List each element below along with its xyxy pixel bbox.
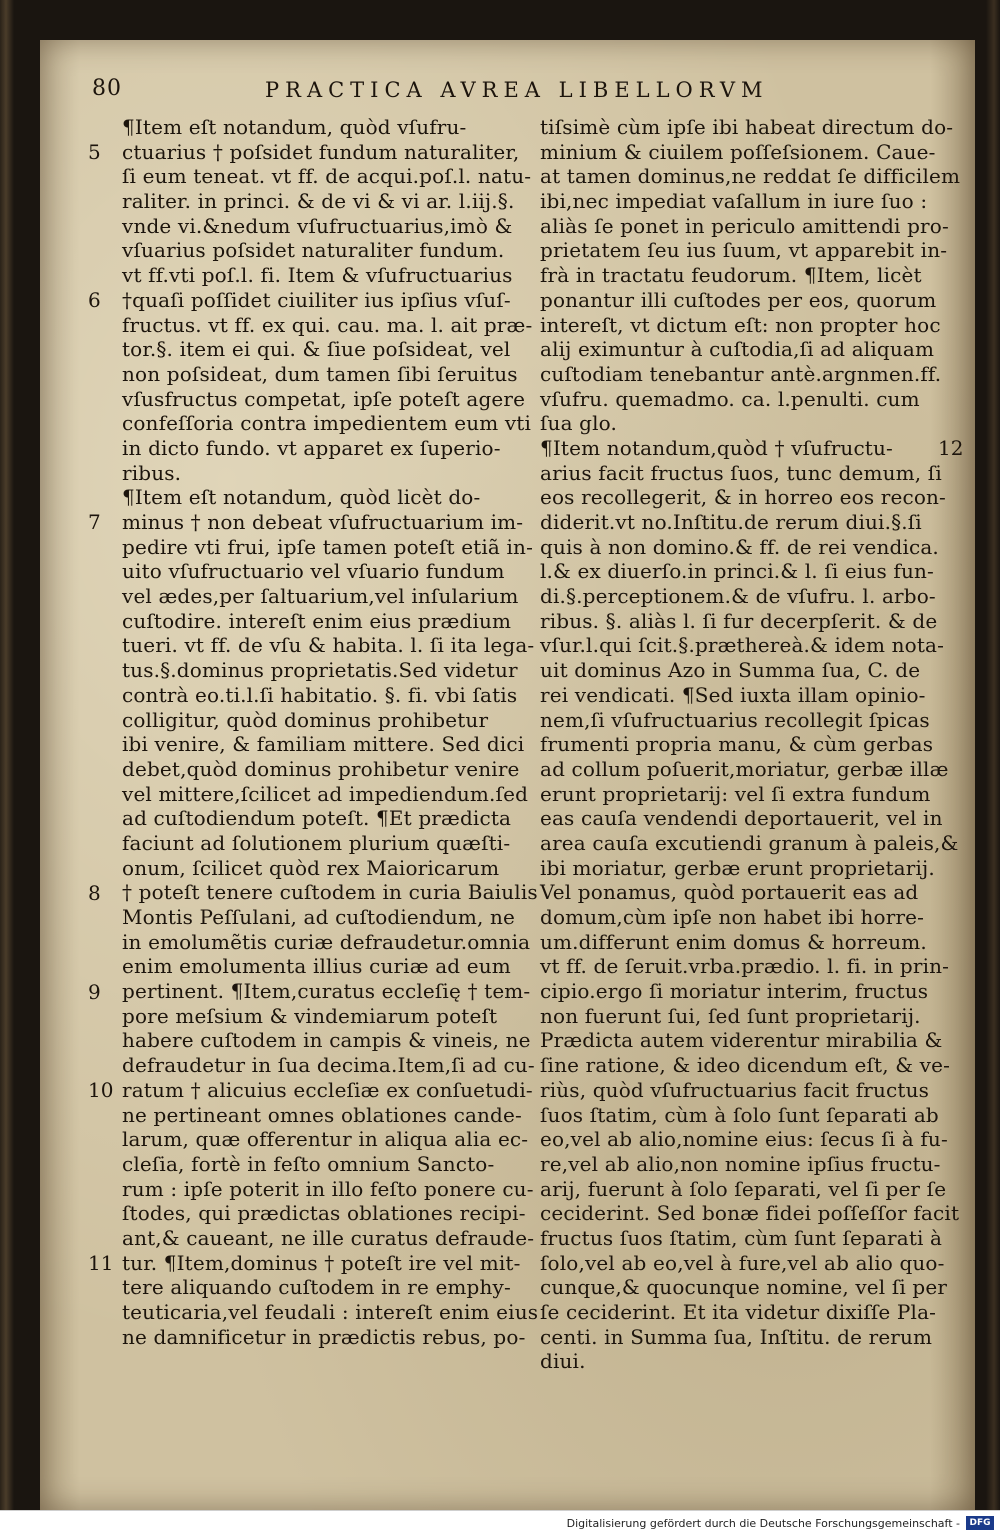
text-line: vel mittere,ſcilicet ad impediendum.ſed [122,781,529,806]
text-line: vt ff.vti poſ.l. fi. Item & vſufructuarius [122,263,513,288]
text-line: vnde vi.&nedum vſufructuarius,imò & [122,213,513,238]
text-line: rei vendicati. ¶Sed iuxta illam opinio- [540,682,926,707]
text-line: vel ædes,per ſaltuarium,vel inſularium [122,584,519,609]
text-line: confeſſoria contra impedientem eum vti [122,411,532,436]
text-line: aliàs ſe ponet in periculo amittendi pro- [540,213,949,238]
book-page [40,40,975,1510]
text-line: ¶Item eſt notandum, quòd licèt do- [122,485,481,510]
text-line: ibi,nec impediat vaſallum in iure ſuo : [540,189,928,214]
digitization-footer [0,1510,1000,1536]
text-line: vſusfructus competat, ipſe poteſt agere [122,386,526,411]
text-line: in dicto fundo. vt apparet ex ſuperio- [122,435,501,460]
text-line: debet,quòd dominus prohibetur venire [122,756,520,781]
text-line: raliter. in princi. & de vi & vi ar. l.iij.§. [122,189,515,214]
text-line: tere aliquando cuſtodem in re emphy- [122,1275,511,1300]
text-line: erunt proprietarij: vel ſi extra fundum [540,781,931,806]
text-line: rum : ipſe poterit in illo feſto ponere cu- [122,1176,534,1201]
text-line: ribus. §. aliàs l. ſi fur decerpſerit. & de [540,608,938,633]
text-line: cunque,& quocunque nomine, vel ſi per [540,1275,948,1300]
text-line: ctuarius † poſsidet fundum naturaliter, [122,139,520,164]
text-line: ſe ceciderint. Et ita videtur dixiſſe Pla- [540,1300,937,1324]
margin-note-number: 5 [88,139,101,164]
text-line: uit dominus Azo in Summa ſua, C. de [540,658,921,683]
text-line: eos recollegerit, & in horreo eos recon- [540,485,946,510]
margin-note-number: 9 [88,979,101,1004]
text-line: prietatem ſeu ius ſuum, vt apparebit in- [540,238,948,263]
text-line: ibi moriatur, gerbæ erunt proprietarij. [540,855,935,880]
text-line: ponantur illi cuſtodes per eos, quorum [540,287,937,312]
text-line: frumenti propria manu, & cùm gerbas [540,732,934,757]
text-line: tueri. vt ff. de vſu & habita. l. ſi ita lega- [122,633,535,658]
text-line: pertinent. ¶Item,curatus eccleſię † tem- [122,979,531,1004]
margin-note-number: 6 [88,287,101,312]
text-line: pedire vti frui, ipſe tamen poteſt etiã in- [122,534,533,559]
text-line: tor.§. item ei qui. & ſiue poſsideat, vel [122,337,511,362]
text-line: quis à non domino.& ff. de rei vendica. [540,534,939,559]
text-line: domum,cùm ipſe non habet ibi horre- [540,905,925,929]
text-line: riùs, quòd vſufructuarius facit fructus [540,1077,930,1102]
text-line: eas cauſa vendendi deportauerit, vel in [540,806,943,831]
text-line: re,vel ab alio,non nomine ipſius fructu- [540,1151,941,1176]
text-line: vſur.l.qui ſcit.§.præthereà.& idem nota- [540,633,944,658]
text-line: diderit.vt no.Inſtitu.de rerum diui.§.ſi [540,510,922,534]
text-line: onum, ſcilicet quòd rex Maioricarum [122,855,500,880]
margin-note-number: 8 [88,880,101,905]
text-line: ne pertineant omnes oblationes cande- [122,1102,522,1127]
margin-note-number: 10 [88,1078,114,1103]
text-line: intereſt, vt dictum eſt: non propter hoc [540,312,941,337]
text-line: vſuarius poſsidet naturaliter fundum. [122,238,505,263]
text-line: cipio.ergo ſi moriatur interim, fructus [540,979,929,1004]
text-line: tiſsimè cùm ipſe ibi habeat directum do- [540,115,954,139]
text-line: larum, quæ offerentur in aliqua alia ec- [122,1127,529,1152]
dfg-logo-icon: DFG [966,1516,994,1530]
text-line: tus.§.dominus proprietatis.Sed videtur [122,658,518,683]
margin-note-number: 11 [88,1251,114,1276]
text-line: ribus. [122,460,182,485]
text-line: ſua glo. [540,411,618,436]
text-line: alij eximuntur à cuſtodia,ſi ad aliquam [540,337,935,362]
running-title: PRACTICA AVREA LIBELLORVM [265,78,769,102]
text-line: ſi eum teneat. vt ff. de acqui.poſ.l. natu- [122,164,532,189]
text-line: enim emolumenta illius curiæ ad eum [122,954,511,979]
text-line: ſtodes, qui prædictas oblationes recipi- [122,1201,526,1226]
text-line: cleſia, fortè in feſto omnium Sancto- [122,1151,495,1176]
text-line: contrà eo.ti.l.ſi habitatio. §. fi. vbi ſatis [122,682,518,707]
text-line: fructus ſuos ſtatim, cùm ſunt ſeparati à [540,1225,943,1250]
margin-note-number: 12 [938,436,964,461]
text-line: diui. [540,1349,586,1374]
text-line: † poteſt tenere cuſtodem in curia Baiulis [122,880,538,905]
text-line: in emolumẽtis curiæ defraudetur.omnia [122,929,531,954]
text-line: ad collum poſuerit,moriatur, gerbæ illæ [540,756,949,781]
text-line: uito vſufructuario vel vſuario fundum [122,559,505,584]
text-line: centi. in Summa ſua, Inſtitu. de rerum [540,1324,933,1349]
text-line: area cauſa excutiendi granum à paleis,& [540,830,959,855]
text-line: habere cuſtodem in campis & vineis, ne [122,1028,531,1053]
text-line: arij, fuerunt à ſolo ſeparati, vel ſi per ſe [540,1176,947,1201]
text-line: tur. ¶Item,dominus † poteſt ire vel mit- [122,1250,521,1275]
text-line: cuſtodiam tenebantur antè.argnmen.ff. [540,361,942,386]
text-line: ant,& caueant, ne ille curatus defraude- [122,1225,535,1250]
text-line: minium & ciuilem poſſeſsionem. Caue- [540,139,936,164]
text-line: arius facit fructus ſuos, tunc demum, ſi [540,460,942,485]
text-line: ne damnificetur in prædictis rebus, po- [122,1324,526,1349]
text-line: eo,vel ab alio,nomine eius: ſecus ſi à fu- [540,1127,948,1152]
text-line: defraudetur in ſua decima.Item,ſi ad cu- [122,1053,535,1078]
text-line: ibi venire, & familiam mittere. Sed dici [122,732,525,757]
text-line: minus † non debeat vſufructuarium im- [122,510,524,534]
right-text-column [540,115,960,1374]
text-line: Prædicta autem viderentur mirabilia & [540,1028,943,1053]
text-line: fructus. vt ff. ex qui. cau. ma. l. ait præ- [122,312,533,337]
text-line: teuticaria,vel feudali : intereſt enim eius [122,1300,539,1324]
text-line: cuſtodire. intereſt enim eius prædium [122,608,512,633]
text-line: pore meſsium & vindemiarum poteſt [122,1003,498,1028]
funding-note: Digitalisierung gefördert durch die Deutsche Forschungsgemeinschaft - [566,1517,960,1530]
text-line: nem,ſi vſufructuarius recollegit ſpicas [540,707,930,732]
text-line: Vel ponamus, quòd portauerit eas ad [540,880,919,905]
text-line: ſine ratione, & ideo dicendum eſt, & ve- [540,1053,951,1078]
text-line: ¶Item eſt notandum, quòd vſufru- [122,115,467,139]
text-line: l.& ex diuerſo.in princi.& l. ſi eius fun- [540,559,934,584]
margin-note-number: 7 [88,510,101,535]
text-line: ad cuſtodiendum poteſt. ¶Et prædicta [122,806,512,831]
text-line: ſuos ſtatim, cùm à ſolo ſunt ſeparati ab [540,1102,939,1127]
text-line: at tamen dominus,ne reddat ſe difficilem [540,164,961,189]
text-line: colligitur, quòd dominus prohibetur [122,707,489,732]
left-text-column [122,115,568,1349]
text-line: di.§.perceptionem.& de vſufru. l. arbo- [540,584,936,609]
text-line: ceciderint. Sed bonæ fidei poſſeſſor facit [540,1201,960,1226]
text-line: faciunt ad ſolutionem plurium quæſti- [122,830,511,855]
text-line: vſufru. quemadmo. ca. l.penulti. cum [540,386,920,411]
text-line: um.differunt enim domus & horreum. [540,929,927,954]
text-line: ſolo,vel ab eo,vel à fure,vel ab alio quo- [540,1250,945,1275]
text-line: ratum † alicuius eccleſiæ ex conſuetudi- [122,1077,533,1102]
text-line: Montis Peſſulani, ad cuſtodiendum, ne [122,905,516,929]
text-line: frà in tractatu feudorum. ¶Item, licèt [540,263,922,288]
text-line: non poſsideat, dum tamen ſibi ſeruitus [122,361,518,386]
text-line: †quaſi poſſidet ciuiliter ius ipſius vſuſ- [122,287,511,312]
text-line: vt ff. de ſeruit.vrba.prædio. l. fi. in prin- [540,954,950,979]
text-line: non fuerunt ſui, ſed ſunt proprietarij. [540,1003,921,1028]
text-line: ¶Item notandum,quòd † vſufructu- [540,435,893,460]
page-number: 80 [92,76,122,101]
